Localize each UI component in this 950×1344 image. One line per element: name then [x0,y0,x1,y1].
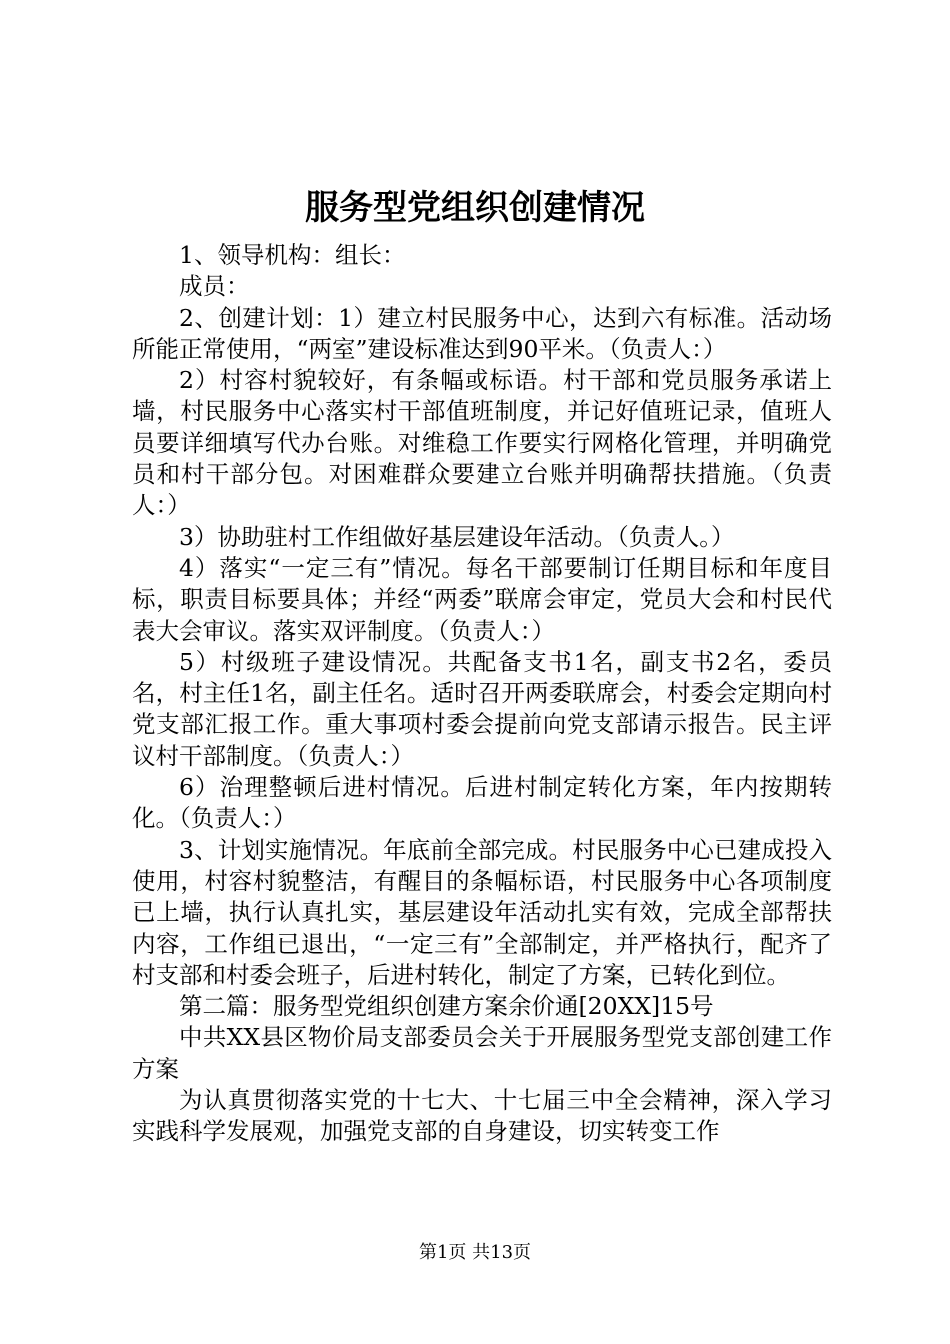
paragraph-plan-3: 3）协助驻村工作组做好基层建设年活动。（负责人。） [179,522,735,551]
paragraph-plan-4: 4）落实“一定三有”情况。每名干部要制订任期目标和年度目标，职责目标要具体；并经“两委”联席会审定，党员大会和村民代表大会审议。落实双评制度。（负责人：） [132,553,832,645]
paragraph-plan-5: 5）村级班子建设情况。共配备支书1名，副支书2名，委员名，村主任1名，副主任名。适时召开两委联席会，村委会定期向村党支部汇报工作。重大事项村委会提前向党支部请示报告。民主评议村干部制度。（负责人：） [132,647,832,770]
paragraph-leadership: 1、领导机构：组长： [179,241,406,269]
document-body [132,240,832,1148]
paragraph-plan-6: 6）治理整顿后进村情况。后进村制定转化方案，年内按期转化。（负责人：） [132,773,832,833]
page-number-footer: 第1页 共13页 [418,1242,532,1263]
paragraph-second-part-heading: 第二篇：服务型党组织创建方案余价通[20XX]15号 [179,992,714,1021]
paragraph-second-part-intro: 为认真贯彻落实党的十七大、十七届三中全会精神，深入学习实践科学发展观，加强党支部的自身建设，切实转变工作 [132,1086,832,1146]
paragraph-plan-2: 2）村容村貌较好，有条幅或标语。村干部和党员服务承诺上墙，村民服务中心落实村干部值班制度，并记好值班记录，值班人员要详细填写代办台账。对维稳工作要实行网格化管理，并明确党员和村干部分包。对困难群众要建立台账并明确帮扶措施。（负责人：） [132,366,832,520]
paragraph-members: 成员： [179,272,250,301]
paragraph-second-part-title: 中共XX县区物价局支部委员会关于开展服务型党支部创建工作方案 [132,1023,832,1083]
paragraph-implementation: 3、计划实施情况。年底前全部完成。村民服务中心已建成投入使用，村容村貌整洁，有醒目的条幅标语，村民服务中心各项制度已上墙，执行认真扎实，基层建设年活动扎实有效，完成全部帮扶内容，工作组已退出，“一定三有”全部制定，并严格执行，配齐了村支部和村委会班子，后进村转化，制定了方案，已转化到位。 [132,835,832,989]
paragraph-plan-1: 2、创建计划：1）建立村民服务中心，达到六有标准。活动场所能正常使用，“两室”建设标准达到90平米。（负责人：） [132,303,832,363]
document-title: 服务型党组织创建情况 [305,188,645,228]
